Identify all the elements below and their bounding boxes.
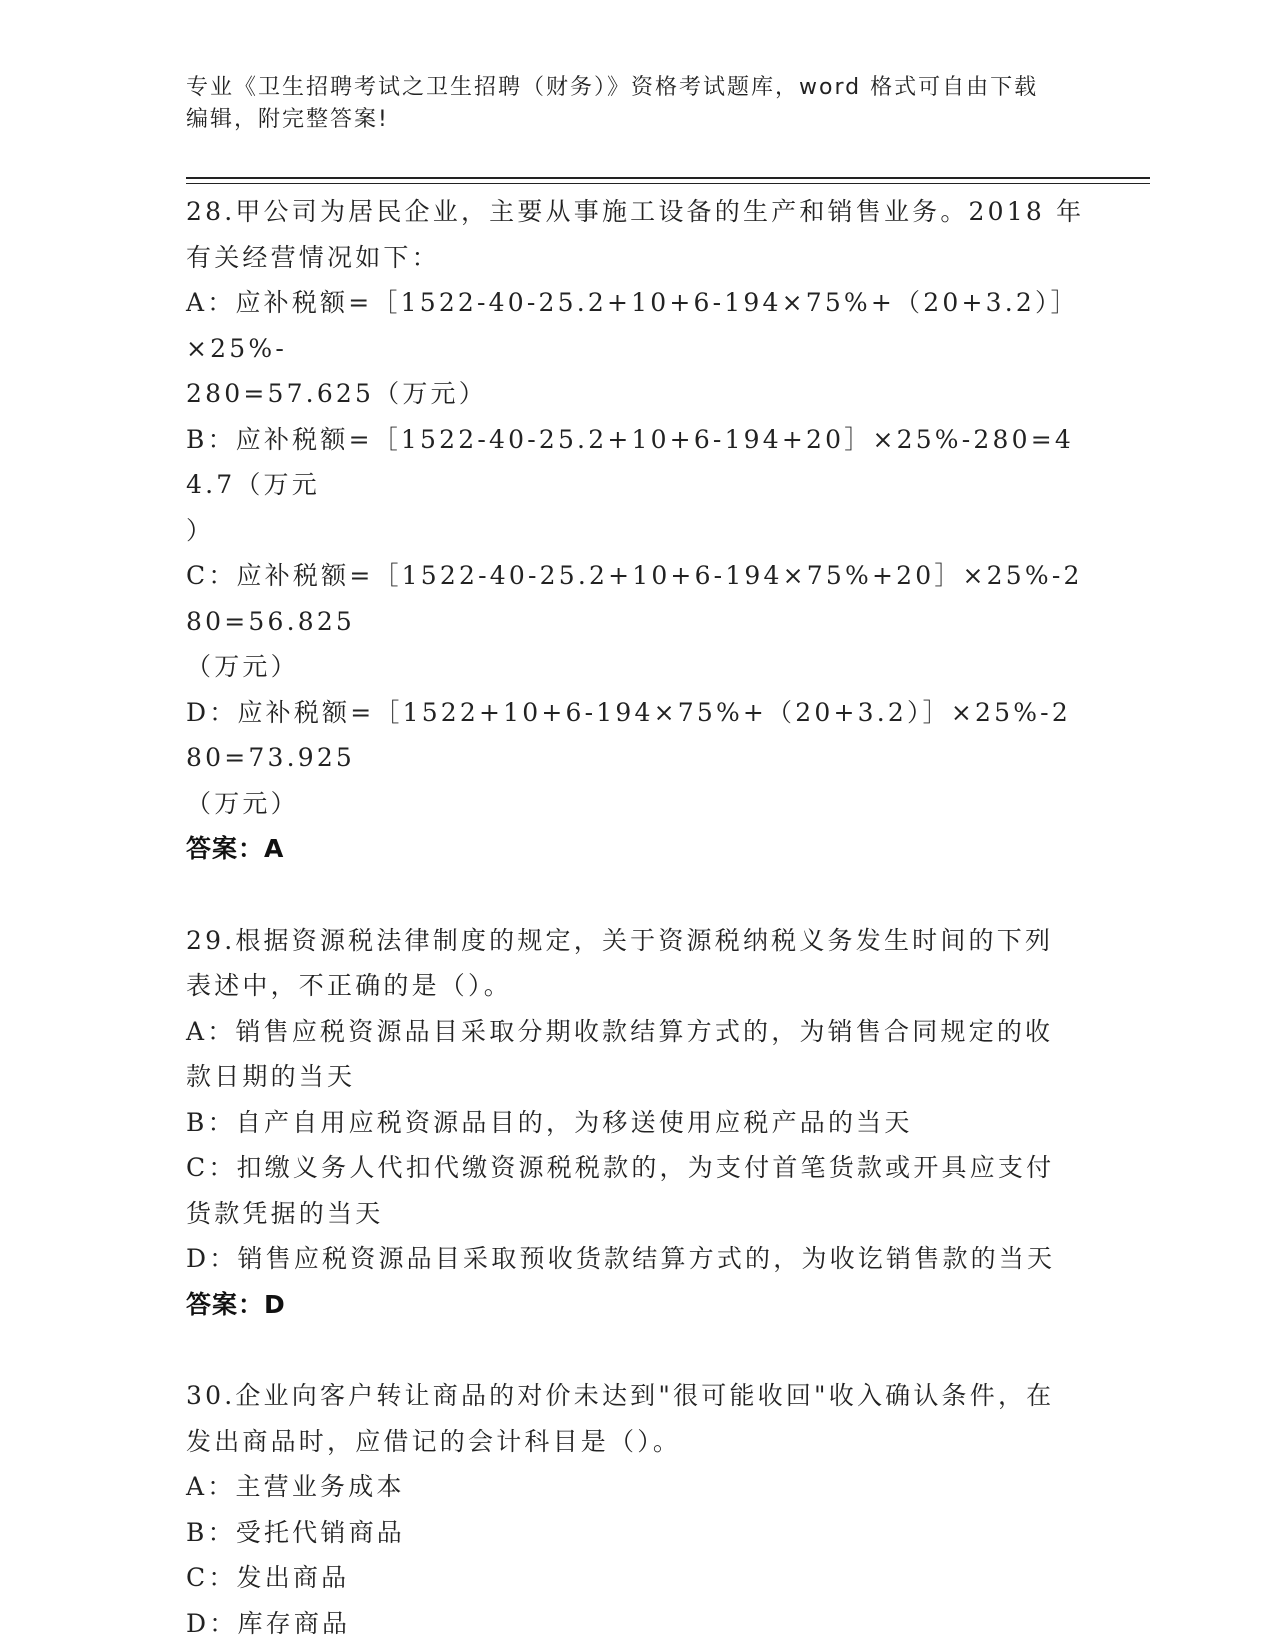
option-c-line: C：发出商品 <box>186 1563 350 1592</box>
question-30 <box>186 1373 1086 1646</box>
question-spacer <box>186 872 1086 918</box>
option-d-line: D：应补税额=［1522+10+6-194×75%+（20+3.2）］×25%-280=73.925 <box>186 697 1071 772</box>
option-a-line: A：销售应税资源品目采取分期收款结算方式的，为销售合同规定的收 <box>186 1016 1054 1046</box>
question-stem-line: 29.根据资源税法律制度的规定，关于资源税纳税义务发生时间的下列 <box>186 925 1054 955</box>
option-b-line: B：自产自用应税资源品目的，为移送使用应税产品的当天 <box>186 1107 913 1137</box>
question-stem-line: 表述中，不正确的是（）。 <box>186 971 512 1000</box>
option-a-line: 款日期的当天 <box>186 1062 356 1091</box>
answer-line: 答案：D <box>186 1289 286 1319</box>
option-b-line: B：应补税额=［1522-40-25.2+10+6-194+20］×25%-280=44.7（万元 <box>186 424 1074 499</box>
questions-container <box>186 189 1086 1646</box>
option-d-line: D：销售应税资源品目采取预收货款结算方式的，为收讫销售款的当天 <box>186 1244 1056 1273</box>
question-stem-line: 30.企业向客户转让商品的对价未达到"很可能收回"收入确认条件，在 <box>186 1381 1055 1410</box>
document-header <box>186 72 1066 136</box>
header-line-2: 编辑，附完整答案! <box>186 107 389 132</box>
question-spacer <box>186 1327 1086 1373</box>
option-c-line: 货款凭据的当天 <box>186 1198 384 1228</box>
question-stem-line: 发出商品时，应借记的会计科目是（）。 <box>186 1426 682 1456</box>
question-28 <box>186 189 1086 872</box>
question-stem-line: 28.甲公司为居民企业，主要从事施工设备的生产和销售业务。2018 年 <box>186 197 1085 226</box>
option-b-line: B：受托代销商品 <box>186 1517 405 1547</box>
option-a-line: A：主营业务成本 <box>186 1472 405 1501</box>
option-d-line: D：库存商品 <box>186 1608 351 1638</box>
option-a-line: 280=57.625（万元） <box>186 379 487 408</box>
option-c-line: C：应补税额=［1522-40-25.2+10+6-194×75%+20］×25%-280=56.825 <box>186 561 1083 636</box>
option-b-line: ） <box>186 515 215 545</box>
header-divider-thick <box>186 177 1150 179</box>
option-d-line: （万元） <box>186 788 299 818</box>
header-divider-thin <box>186 183 1150 184</box>
option-c-line: （万元） <box>186 652 299 681</box>
question-29 <box>186 918 1086 1328</box>
header-line-1: 专业《卫生招聘考试之卫生招聘（财务）》资格考试题库，word 格式可自由下载 <box>186 75 1039 100</box>
question-stem-line: 有关经营情况如下： <box>186 242 440 272</box>
option-c-line: C：扣缴义务人代扣代缴资源税税款的，为支付首笔货款或开具应支付 <box>186 1153 1055 1182</box>
answer-line: 答案：A <box>186 834 285 863</box>
option-a-line: A：应补税额=［1522-40-25.2+10+6-194×75%+（20+3.2）］×25%- <box>186 288 1079 363</box>
